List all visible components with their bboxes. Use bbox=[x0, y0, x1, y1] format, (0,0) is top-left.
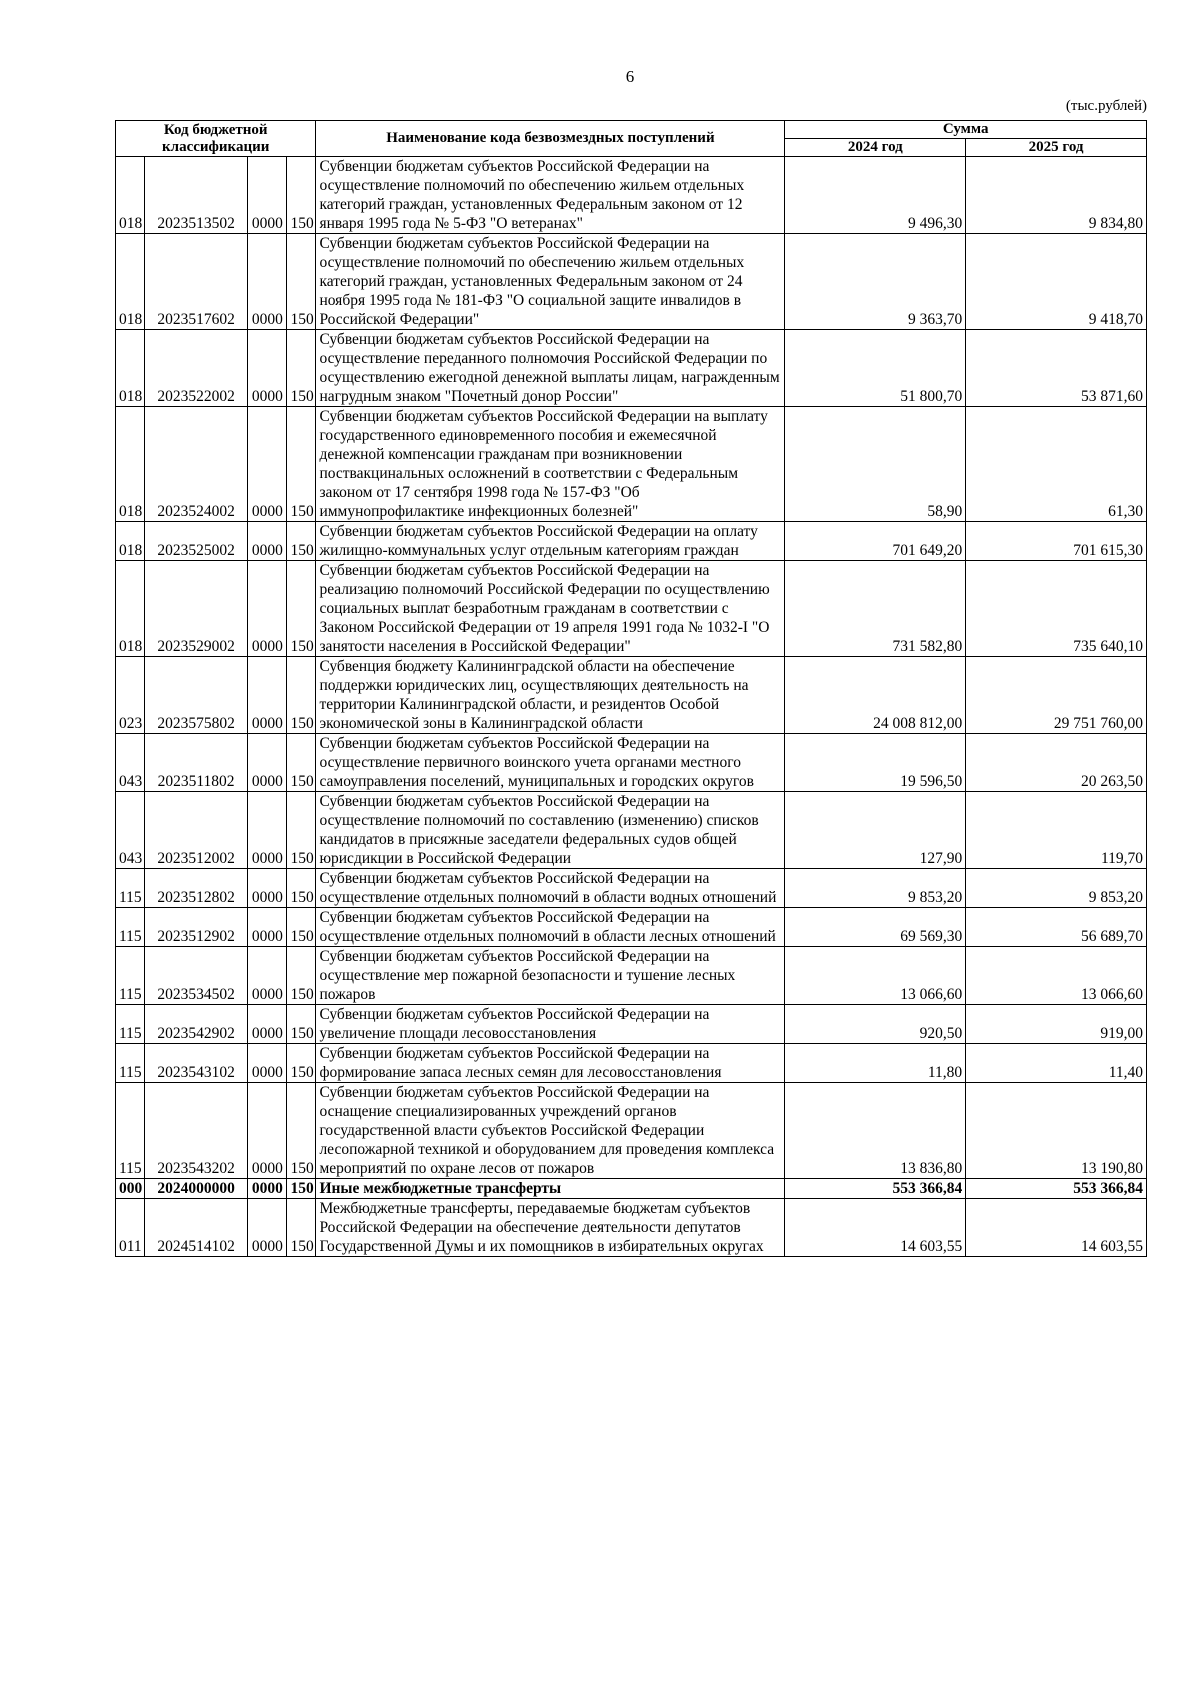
amount-2024: 701 649,20 bbox=[785, 522, 966, 561]
income-name: Субвенция бюджету Калининградской области на обеспечение поддержки юридических лиц, осуществляющих деятельность на территории Калининградской области, и резидентов Особой экономической зоны в Калининградской области bbox=[316, 657, 785, 734]
income-name: Субвенции бюджетам субъектов Российской Федерации на осуществление полномочий по обеспечению жильем отдельных категорий граждан, установленных Федеральным законом от 24 ноября 1995 года № 181-ФЗ "О социальной защите инвалидов в Российской Федерации" bbox=[316, 234, 785, 330]
income-name: Субвенции бюджетам субъектов Российской Федерации на осуществление переданного полномочия Российской Федерации по осуществлению ежегодной денежной выплаты лицам, награжденным нагрудным знаком "Почетный донор России" bbox=[316, 330, 785, 407]
group-code: 150 bbox=[287, 234, 316, 330]
admin-code: 115 bbox=[116, 1005, 145, 1044]
group-code: 150 bbox=[287, 1044, 316, 1083]
admin-code: 018 bbox=[116, 157, 145, 234]
group-code: 150 bbox=[287, 657, 316, 734]
income-code: 2023512002 bbox=[144, 792, 247, 869]
subtype-code: 0000 bbox=[248, 561, 287, 657]
income-code: 2023522002 bbox=[144, 330, 247, 407]
income-code: 2024000000 bbox=[144, 1179, 247, 1199]
amount-2024: 24 008 812,00 bbox=[785, 657, 966, 734]
table-row bbox=[116, 734, 1147, 792]
group-code: 150 bbox=[287, 947, 316, 1005]
income-code: 2024514102 bbox=[144, 1199, 247, 1257]
income-code: 2023529002 bbox=[144, 561, 247, 657]
income-name: Субвенции бюджетам субъектов Российской Федерации на реализацию полномочий Российской Федерации по осуществлению социальных выплат безработным гражданам в соответствии с Законом Российской Федерации от 19 апреля 1991 года № 1032-I "О занятости населения в Российской Федерации" bbox=[316, 561, 785, 657]
amount-2025: 13 066,60 bbox=[966, 947, 1147, 1005]
table-row bbox=[116, 157, 1147, 234]
subtype-code: 0000 bbox=[248, 1179, 287, 1199]
subtype-code: 0000 bbox=[248, 1199, 287, 1257]
income-code: 2023511802 bbox=[144, 734, 247, 792]
income-code: 2023524002 bbox=[144, 407, 247, 522]
group-code: 150 bbox=[287, 908, 316, 947]
income-name: Субвенции бюджетам субъектов Российской Федерации на формирование запаса лесных семян для лесовосстановления bbox=[316, 1044, 785, 1083]
table-body bbox=[116, 157, 1147, 1257]
income-code: 2023575802 bbox=[144, 657, 247, 734]
amount-2025: 56 689,70 bbox=[966, 908, 1147, 947]
subtype-code: 0000 bbox=[248, 792, 287, 869]
amount-2025: 20 263,50 bbox=[966, 734, 1147, 792]
header-year-2024: 2024 год bbox=[785, 139, 966, 157]
admin-code: 018 bbox=[116, 407, 145, 522]
table-row bbox=[116, 869, 1147, 908]
amount-2025: 553 366,84 bbox=[966, 1179, 1147, 1199]
group-code: 150 bbox=[287, 330, 316, 407]
income-name: Субвенции бюджетам субъектов Российской Федерации на осуществление первичного воинского учета органами местного самоуправления поселений, муниципальных и городских округов bbox=[316, 734, 785, 792]
amount-2024: 51 800,70 bbox=[785, 330, 966, 407]
income-name: Субвенции бюджетам субъектов Российской Федерации на осуществление полномочий по обеспечению жильем отдельных категорий граждан, установленных Федеральным законом от 12 января 1995 года № 5-ФЗ "О ветеранах" bbox=[316, 157, 785, 234]
admin-code: 018 bbox=[116, 561, 145, 657]
group-code: 150 bbox=[287, 407, 316, 522]
amount-2024: 14 603,55 bbox=[785, 1199, 966, 1257]
budget-table bbox=[115, 120, 1147, 1257]
admin-code: 043 bbox=[116, 734, 145, 792]
amount-2025: 61,30 bbox=[966, 407, 1147, 522]
page-number: 6 bbox=[625, 67, 635, 86]
amount-2024: 920,50 bbox=[785, 1005, 966, 1044]
admin-code: 023 bbox=[116, 657, 145, 734]
subtype-code: 0000 bbox=[248, 407, 287, 522]
amount-2024: 19 596,50 bbox=[785, 734, 966, 792]
amount-2025: 701 615,30 bbox=[966, 522, 1147, 561]
admin-code: 115 bbox=[116, 947, 145, 1005]
table-row bbox=[116, 947, 1147, 1005]
income-code: 2023513502 bbox=[144, 157, 247, 234]
subtype-code: 0000 bbox=[248, 522, 287, 561]
group-code: 150 bbox=[287, 734, 316, 792]
table-row bbox=[116, 561, 1147, 657]
group-code: 150 bbox=[287, 869, 316, 908]
group-code: 150 bbox=[287, 157, 316, 234]
admin-code: 018 bbox=[116, 330, 145, 407]
table-row bbox=[116, 522, 1147, 561]
income-code: 2023517602 bbox=[144, 234, 247, 330]
subtype-code: 0000 bbox=[248, 908, 287, 947]
income-code: 2023512902 bbox=[144, 908, 247, 947]
table-row bbox=[116, 1005, 1147, 1044]
header-sum: Сумма bbox=[785, 121, 1147, 139]
subtype-code: 0000 bbox=[248, 1005, 287, 1044]
group-code: 150 bbox=[287, 561, 316, 657]
admin-code: 043 bbox=[116, 792, 145, 869]
amount-2024: 9 496,30 bbox=[785, 157, 966, 234]
income-name: Субвенции бюджетам субъектов Российской Федерации на осуществление полномочий по составлению (изменению) списков кандидатов в присяжные заседатели федеральных судов общей юрисдикции в Российской Федерации bbox=[316, 792, 785, 869]
amount-2024: 731 582,80 bbox=[785, 561, 966, 657]
income-name: Межбюджетные трансферты, передаваемые бюджетам субъектов Российской Федерации на обеспечение деятельности депутатов Государственной Думы и их помощников в избирательных округах bbox=[316, 1199, 785, 1257]
subtype-code: 0000 bbox=[248, 234, 287, 330]
group-code: 150 bbox=[287, 1083, 316, 1179]
income-name: Субвенции бюджетам субъектов Российской Федерации на осуществление отдельных полномочий в области водных отношений bbox=[316, 869, 785, 908]
subtype-code: 0000 bbox=[248, 330, 287, 407]
total-row bbox=[116, 1179, 1147, 1199]
table-row bbox=[116, 1199, 1147, 1257]
subtype-code: 0000 bbox=[248, 157, 287, 234]
amount-2025: 9 834,80 bbox=[966, 157, 1147, 234]
admin-code: 011 bbox=[116, 1199, 145, 1257]
income-code: 2023543202 bbox=[144, 1083, 247, 1179]
subtype-code: 0000 bbox=[248, 1083, 287, 1179]
admin-code: 000 bbox=[116, 1179, 145, 1199]
amount-2024: 9 363,70 bbox=[785, 234, 966, 330]
subtype-code: 0000 bbox=[248, 869, 287, 908]
admin-code: 018 bbox=[116, 522, 145, 561]
amount-2025: 9 418,70 bbox=[966, 234, 1147, 330]
table-row bbox=[116, 792, 1147, 869]
group-code: 150 bbox=[287, 792, 316, 869]
admin-code: 115 bbox=[116, 908, 145, 947]
table-row bbox=[116, 1044, 1147, 1083]
amount-2025: 29 751 760,00 bbox=[966, 657, 1147, 734]
group-code: 150 bbox=[287, 1005, 316, 1044]
income-code: 2023534502 bbox=[144, 947, 247, 1005]
income-name: Иные межбюджетные трансферты bbox=[316, 1179, 785, 1199]
amount-2024: 58,90 bbox=[785, 407, 966, 522]
income-code: 2023525002 bbox=[144, 522, 247, 561]
table-row bbox=[116, 330, 1147, 407]
header-year-2025: 2025 год bbox=[966, 139, 1147, 157]
header-name: Наименование кода безвозмездных поступлений bbox=[316, 121, 785, 157]
amount-2025: 735 640,10 bbox=[966, 561, 1147, 657]
subtype-code: 0000 bbox=[248, 1044, 287, 1083]
amount-2024: 13 066,60 bbox=[785, 947, 966, 1005]
amount-2024: 127,90 bbox=[785, 792, 966, 869]
income-name: Субвенции бюджетам субъектов Российской Федерации на оснащение специализированных учреждений органов государственной власти субъектов Российской Федерации лесопожарной техникой и оборудованием для проведения комплекса мероприятий по охране лесов от пожаров bbox=[316, 1083, 785, 1179]
amount-2024: 13 836,80 bbox=[785, 1083, 966, 1179]
amount-2025: 14 603,55 bbox=[966, 1199, 1147, 1257]
units-label: (тыс.рублей) bbox=[1065, 98, 1147, 114]
table-row bbox=[116, 908, 1147, 947]
admin-code: 115 bbox=[116, 1044, 145, 1083]
subtype-code: 0000 bbox=[248, 947, 287, 1005]
income-name: Субвенции бюджетам субъектов Российской Федерации на осуществление мер пожарной безопасности и тушение лесных пожаров bbox=[316, 947, 785, 1005]
income-name: Субвенции бюджетам субъектов Российской Федерации на оплату жилищно-коммунальных услуг отдельным категориям граждан bbox=[316, 522, 785, 561]
amount-2025: 11,40 bbox=[966, 1044, 1147, 1083]
admin-code: 115 bbox=[116, 1083, 145, 1179]
income-code: 2023543102 bbox=[144, 1044, 247, 1083]
amount-2024: 69 569,30 bbox=[785, 908, 966, 947]
table-row bbox=[116, 234, 1147, 330]
amount-2024: 11,80 bbox=[785, 1044, 966, 1083]
amount-2025: 9 853,20 bbox=[966, 869, 1147, 908]
amount-2025: 53 871,60 bbox=[966, 330, 1147, 407]
subtype-code: 0000 bbox=[248, 734, 287, 792]
amount-2025: 119,70 bbox=[966, 792, 1147, 869]
income-name: Субвенции бюджетам субъектов Российской Федерации на увеличение площади лесовосстановления bbox=[316, 1005, 785, 1044]
income-name: Субвенции бюджетам субъектов Российской Федерации на осуществление отдельных полномочий в области лесных отношений bbox=[316, 908, 785, 947]
table-row bbox=[116, 407, 1147, 522]
table-row bbox=[116, 657, 1147, 734]
group-code: 150 bbox=[287, 522, 316, 561]
amount-2025: 13 190,80 bbox=[966, 1083, 1147, 1179]
header-code: Код бюджетной классификации bbox=[116, 121, 316, 157]
income-code: 2023542902 bbox=[144, 1005, 247, 1044]
table-row bbox=[116, 1083, 1147, 1179]
amount-2024: 9 853,20 bbox=[785, 869, 966, 908]
income-code: 2023512802 bbox=[144, 869, 247, 908]
admin-code: 018 bbox=[116, 234, 145, 330]
amount-2024: 553 366,84 bbox=[785, 1179, 966, 1199]
admin-code: 115 bbox=[116, 869, 145, 908]
income-name: Субвенции бюджетам субъектов Российской Федерации на выплату государственного единовременного пособия и ежемесячной денежной компенсации гражданам при возникновении поствакцинальных осложнений в соответствии с Федеральным законом от 17 сентября 1998 года № 157-ФЗ "Об иммунопрофилактике инфекционных болезней" bbox=[316, 407, 785, 522]
amount-2025: 919,00 bbox=[966, 1005, 1147, 1044]
group-code: 150 bbox=[287, 1199, 316, 1257]
subtype-code: 0000 bbox=[248, 657, 287, 734]
group-code: 150 bbox=[287, 1179, 316, 1199]
